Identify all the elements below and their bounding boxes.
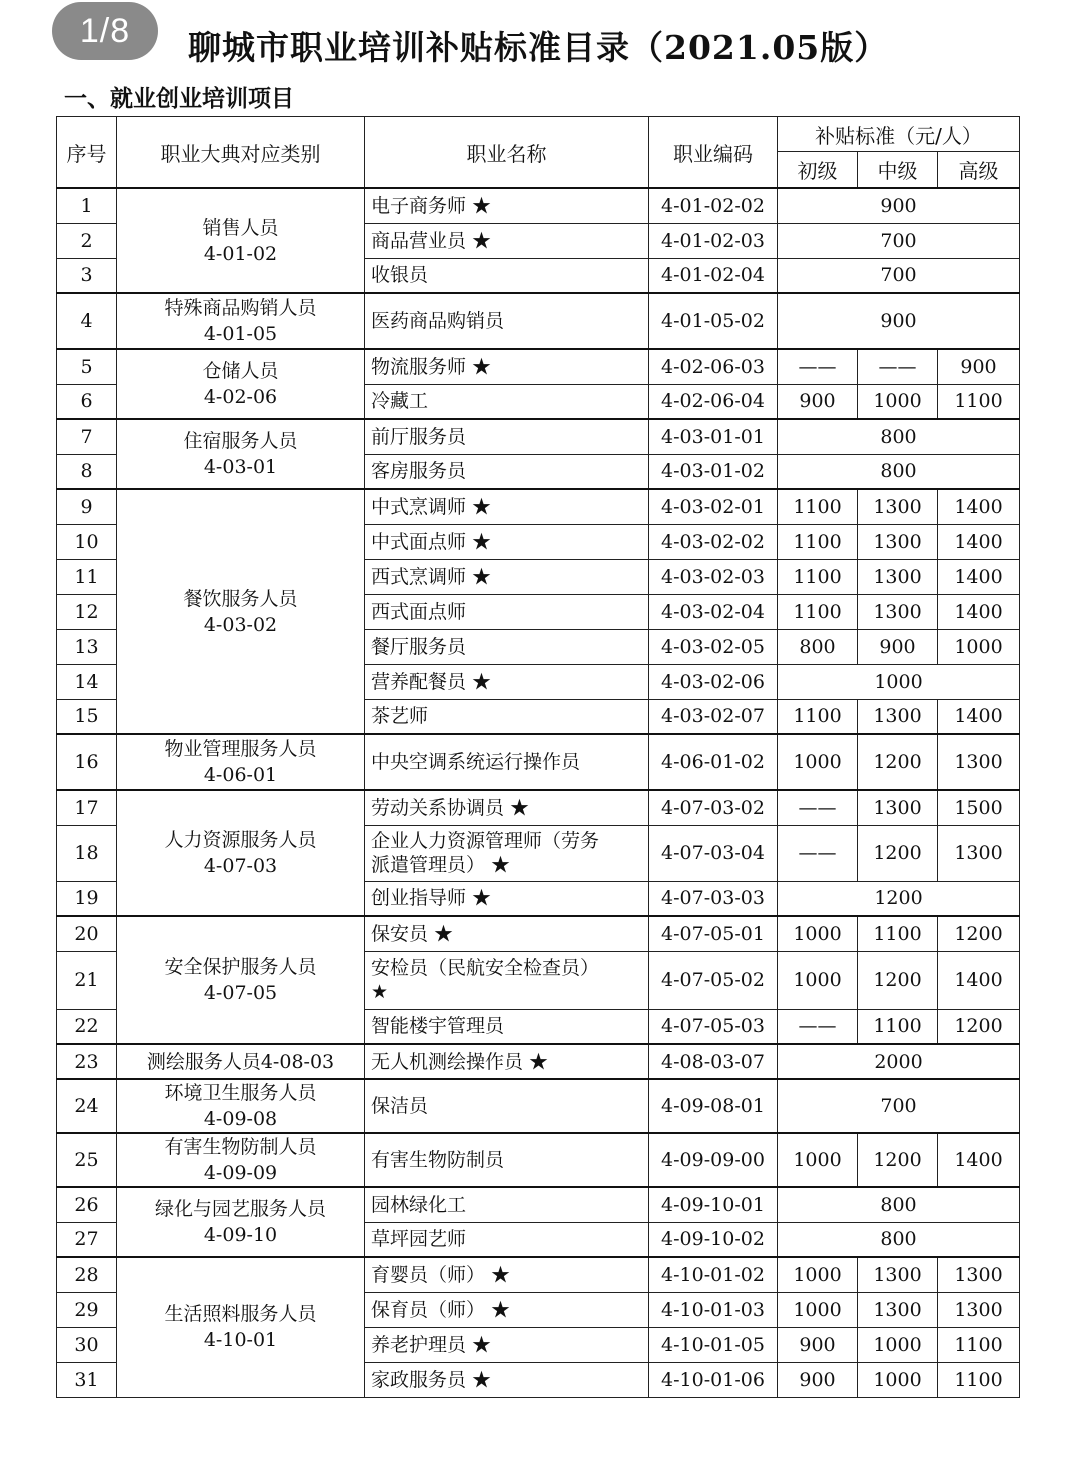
occupation-name (365, 1133, 649, 1187)
occupation-code: 4-10-01-02 (649, 1257, 778, 1292)
row-number: 4 (57, 293, 117, 349)
occupation-code: 4-08-03-07 (649, 1044, 778, 1079)
subsidy-value-all-levels: 800 (778, 1187, 1020, 1222)
subsidy-junior: 900 (778, 1362, 858, 1397)
subsidy-middle: 1200 (858, 951, 938, 1009)
occupation-name (365, 524, 649, 559)
occupation-code: 4-09-09-00 (649, 1133, 778, 1187)
occupation-name-line: 客房服务员 (371, 460, 467, 483)
category-line: 4-03-01 (203, 456, 278, 478)
occupation-name-line: 收银员 (371, 264, 429, 287)
row-number: 1 (57, 188, 117, 223)
occupation-code: 4-01-02-02 (649, 188, 778, 223)
category-cell (117, 790, 365, 916)
subsidy-middle: 1100 (858, 1009, 938, 1044)
occupation-name (365, 1222, 649, 1257)
occupation-name (365, 384, 649, 419)
category-cell (117, 734, 365, 790)
section-heading: 一、就业创业培训项目 (64, 86, 294, 112)
occupation-code: 4-10-01-06 (649, 1362, 778, 1397)
occupation-name (365, 1079, 649, 1133)
occupation-code: 4-10-01-05 (649, 1327, 778, 1362)
row-number: 3 (57, 258, 117, 293)
header-no: 序号 (57, 117, 117, 189)
subsidy-middle: 1000 (858, 1327, 938, 1362)
subsidy-middle: 1300 (858, 699, 938, 734)
occupation-name (365, 951, 649, 1009)
table-row (57, 1079, 1020, 1133)
subsidy-value-all-levels: 900 (778, 188, 1020, 223)
table-body (57, 188, 1020, 1397)
subsidy-senior: 1100 (938, 1327, 1020, 1362)
subsidy-middle: 900 (858, 629, 938, 664)
subsidy-value-all-levels: 700 (778, 223, 1020, 258)
category-line: 测绘服务人员4-08-03 (146, 1050, 335, 1073)
subsidy-value-all-levels: 800 (778, 1222, 1020, 1257)
occupation-name (365, 1362, 649, 1397)
occupation-code: 4-03-01-02 (649, 454, 778, 489)
row-number: 21 (57, 951, 117, 1009)
row-number: 11 (57, 559, 117, 594)
occupation-code: 4-07-03-03 (649, 881, 778, 916)
category-line: 餐饮服务人员 (183, 587, 298, 610)
category-line: 4-06-01 (203, 764, 278, 786)
row-number: 16 (57, 734, 117, 790)
category-line: 安全保护服务人员 (164, 956, 317, 978)
category-line: 4-09-09 (203, 1162, 278, 1184)
row-number: 31 (57, 1362, 117, 1397)
occupation-code: 4-09-10-02 (649, 1222, 778, 1257)
occupation-code: 4-01-02-03 (649, 223, 778, 258)
occupation-code: 4-09-10-01 (649, 1187, 778, 1222)
category-cell (117, 1257, 365, 1397)
subsidy-middle: 1300 (858, 489, 938, 524)
occupation-name (365, 559, 649, 594)
category-line: 人力资源服务人员 (164, 829, 317, 851)
occupation-name-line: 医药商品购销员 (371, 310, 505, 332)
category-cell (117, 489, 365, 734)
category-line: 环境卫生服务人员 (164, 1082, 317, 1104)
header-code: 职业编码 (649, 117, 778, 189)
row-number: 10 (57, 524, 117, 559)
occupation-name-line: 餐厅服务员 (371, 635, 467, 658)
occupation-name-line: 保育员（师） ★ (371, 1298, 511, 1321)
subsidy-junior: —— (778, 349, 858, 384)
occupation-name-line: 创业指导师 ★ (371, 887, 492, 910)
occupation-code: 4-01-05-02 (649, 293, 778, 349)
category-line: 4-07-05 (203, 982, 278, 1004)
subsidy-junior: —— (778, 1009, 858, 1044)
category-line: 4-03-02 (203, 613, 278, 636)
subsidy-middle: —— (858, 349, 938, 384)
row-number: 17 (57, 790, 117, 825)
category-line: 4-01-02 (203, 242, 278, 265)
subsidy-junior: 1100 (778, 699, 858, 734)
category-line: 4-10-01 (203, 1329, 278, 1352)
occupation-name-line: 西式面点师 (371, 600, 467, 623)
subsidy-junior: —— (778, 825, 858, 881)
document-title: 聊城市职业培训补贴标准目录（2021.05版） (188, 28, 889, 67)
row-number: 13 (57, 629, 117, 664)
table-row (57, 349, 1020, 384)
occupation-name (365, 1327, 649, 1362)
subsidy-senior: 1300 (938, 734, 1020, 790)
occupation-name (365, 734, 649, 790)
subsidy-middle: 1000 (858, 1362, 938, 1397)
subsidy-value-all-levels: 1200 (778, 881, 1020, 916)
occupation-name-line: 派遣管理员） ★ (371, 854, 511, 876)
occupation-name (365, 699, 649, 734)
row-number: 9 (57, 489, 117, 524)
row-number: 8 (57, 454, 117, 489)
category-line: 绿化与园艺服务人员 (154, 1198, 326, 1220)
occupation-name-line: 西式烹调师 ★ (371, 565, 492, 588)
occupation-code: 4-07-05-03 (649, 1009, 778, 1044)
category-cell (117, 293, 365, 349)
occupation-name-line: 中式烹调师 ★ (371, 495, 492, 518)
row-number: 30 (57, 1327, 117, 1362)
category-cell (117, 1133, 365, 1187)
occupation-code: 4-07-03-02 (649, 790, 778, 825)
category-line: 4-09-10 (203, 1224, 278, 1246)
subsidy-senior: 1500 (938, 790, 1020, 825)
row-number: 19 (57, 881, 117, 916)
subsidy-junior: 1000 (778, 1257, 858, 1292)
subsidy-junior: 1100 (778, 489, 858, 524)
category-line: 物业管理服务人员 (164, 738, 317, 760)
category-cell (117, 1079, 365, 1133)
occupation-name (365, 881, 649, 916)
occupation-name-line: 安检员（民航安全检查员） (371, 957, 600, 979)
row-number: 6 (57, 384, 117, 419)
occupation-code: 4-03-02-04 (649, 594, 778, 629)
subsidy-middle: 1100 (858, 916, 938, 951)
occupation-name-line: 园林绿化工 (371, 1193, 467, 1216)
table-row (57, 734, 1020, 790)
occupation-name-line: 中式面点师 ★ (371, 530, 492, 553)
category-line: 生活照料服务人员 (164, 1303, 317, 1326)
header-senior: 高级 (938, 152, 1020, 188)
table-row (57, 293, 1020, 349)
category-cell (117, 916, 365, 1044)
subsidy-junior: 1100 (778, 524, 858, 559)
subsidy-value-all-levels: 700 (778, 258, 1020, 293)
occupation-code: 4-03-02-06 (649, 664, 778, 699)
occupation-name (365, 1009, 649, 1044)
subsidy-junior: 1000 (778, 916, 858, 951)
subsidy-senior: 1400 (938, 699, 1020, 734)
occupation-name-line: 企业人力资源管理师（劳务 (371, 830, 600, 852)
subsidy-senior: 1400 (938, 524, 1020, 559)
subsidy-senior: 1400 (938, 1133, 1020, 1187)
occupation-name-line: 茶艺师 (371, 705, 429, 728)
category-line: 仓储人员 (202, 360, 279, 382)
table-header (57, 117, 1020, 189)
occupation-name-line: 育婴员（师） ★ (371, 1263, 511, 1286)
subsidy-table (56, 116, 1020, 1398)
occupation-name (365, 1044, 649, 1079)
category-cell (117, 1044, 365, 1079)
category-line: 有害生物防制人员 (164, 1136, 317, 1158)
occupation-code: 4-03-02-07 (649, 699, 778, 734)
subsidy-junior: 1000 (778, 1133, 858, 1187)
subsidy-middle: 1300 (858, 559, 938, 594)
category-line: 4-09-08 (203, 1108, 278, 1130)
row-number: 26 (57, 1187, 117, 1222)
occupation-name (365, 293, 649, 349)
occupation-name (365, 419, 649, 454)
subsidy-junior: 800 (778, 629, 858, 664)
row-number: 25 (57, 1133, 117, 1187)
row-number: 28 (57, 1257, 117, 1292)
category-line: 4-02-06 (203, 386, 278, 408)
subsidy-senior: 1300 (938, 1257, 1020, 1292)
subsidy-value-all-levels: 2000 (778, 1044, 1020, 1079)
subsidy-senior: 1100 (938, 384, 1020, 419)
subsidy-senior: 1300 (938, 825, 1020, 881)
subsidy-senior: 1200 (938, 916, 1020, 951)
table-row (57, 1133, 1020, 1187)
occupation-code: 4-01-02-04 (649, 258, 778, 293)
category-line: 销售人员 (202, 216, 279, 239)
occupation-code: 4-07-03-04 (649, 825, 778, 881)
occupation-name (365, 223, 649, 258)
subsidy-senior: 1400 (938, 951, 1020, 1009)
subsidy-middle: 1200 (858, 734, 938, 790)
row-number: 29 (57, 1292, 117, 1327)
subsidy-junior: 1000 (778, 734, 858, 790)
subsidy-senior: 1100 (938, 1362, 1020, 1397)
subsidy-senior: 1400 (938, 594, 1020, 629)
occupation-name-line: 养老护理员 ★ (371, 1333, 492, 1356)
table-row (57, 419, 1020, 454)
subsidy-junior: 900 (778, 1327, 858, 1362)
category-cell (117, 419, 365, 489)
occupation-name-line: 草坪园艺师 (371, 1228, 467, 1251)
occupation-code: 4-03-02-05 (649, 629, 778, 664)
subsidy-junior: 1100 (778, 594, 858, 629)
occupation-name-line: 中央空调系统运行操作员 (371, 751, 581, 773)
occupation-name (365, 594, 649, 629)
occupation-name-line: 物流服务师 ★ (371, 355, 492, 378)
category-line: 4-07-03 (203, 855, 278, 877)
category-cell (117, 1187, 365, 1257)
subsidy-middle: 1200 (858, 1133, 938, 1187)
table-row (57, 489, 1020, 524)
occupation-name (365, 188, 649, 223)
subsidy-junior: —— (778, 790, 858, 825)
row-number: 27 (57, 1222, 117, 1257)
occupation-code: 4-06-01-02 (649, 734, 778, 790)
subsidy-middle: 1300 (858, 1257, 938, 1292)
subsidy-value-all-levels: 700 (778, 1079, 1020, 1133)
subsidy-middle: 1300 (858, 790, 938, 825)
occupation-code: 4-03-02-01 (649, 489, 778, 524)
row-number: 18 (57, 825, 117, 881)
subsidy-value-all-levels: 1000 (778, 664, 1020, 699)
occupation-name (365, 349, 649, 384)
subsidy-middle: 1200 (858, 825, 938, 881)
occupation-name-line: ★ (371, 981, 389, 1003)
occupation-name (365, 916, 649, 951)
category-line: 4-01-05 (203, 323, 278, 345)
row-number: 12 (57, 594, 117, 629)
row-number: 15 (57, 699, 117, 734)
header-category: 职业大典对应类别 (117, 117, 365, 189)
category-line: 特殊商品购销人员 (164, 297, 317, 319)
row-number: 14 (57, 664, 117, 699)
occupation-code: 4-09-08-01 (649, 1079, 778, 1133)
occupation-name (365, 790, 649, 825)
subsidy-senior: 1200 (938, 1009, 1020, 1044)
row-number: 5 (57, 349, 117, 384)
table-row (57, 1257, 1020, 1292)
occupation-name (365, 258, 649, 293)
page-indicator: 1/8 (52, 2, 158, 60)
occupation-code: 4-07-05-02 (649, 951, 778, 1009)
category-line: 住宿服务人员 (183, 430, 298, 452)
occupation-name (365, 629, 649, 664)
table-row (57, 1044, 1020, 1079)
subsidy-middle: 1300 (858, 524, 938, 559)
category-cell (117, 188, 365, 293)
occupation-code: 4-03-01-01 (649, 419, 778, 454)
header-name: 职业名称 (365, 117, 649, 189)
subsidy-middle: 1300 (858, 1292, 938, 1327)
category-cell (117, 349, 365, 419)
subsidy-senior: 900 (938, 349, 1020, 384)
subsidy-senior: 1000 (938, 629, 1020, 664)
row-number: 22 (57, 1009, 117, 1044)
header-junior: 初级 (778, 152, 858, 188)
subsidy-middle: 1000 (858, 384, 938, 419)
table-row (57, 1187, 1020, 1222)
occupation-name-line: 商品营业员 ★ (371, 229, 492, 252)
occupation-code: 4-03-02-02 (649, 524, 778, 559)
subsidy-junior: 1000 (778, 951, 858, 1009)
subsidy-junior: 900 (778, 384, 858, 419)
occupation-code: 4-03-02-03 (649, 559, 778, 594)
occupation-code: 4-02-06-03 (649, 349, 778, 384)
row-number: 2 (57, 223, 117, 258)
occupation-name-line: 劳动关系协调员 ★ (371, 796, 530, 819)
occupation-code: 4-07-05-01 (649, 916, 778, 951)
subsidy-value-all-levels: 900 (778, 293, 1020, 349)
header-middle: 中级 (858, 152, 938, 188)
occupation-name-line: 保洁员 (371, 1095, 429, 1117)
occupation-name-line: 有害生物防制员 (371, 1149, 505, 1171)
occupation-name-line: 无人机测绘操作员 ★ (371, 1050, 549, 1073)
occupation-name (365, 489, 649, 524)
occupation-name-line: 智能楼宇管理员 (371, 1015, 505, 1038)
table-row (57, 790, 1020, 825)
row-number: 7 (57, 419, 117, 454)
occupation-name-line: 电子商务师 ★ (371, 194, 492, 217)
header-subsidy: 补贴标准（元/人） (778, 117, 1020, 152)
subsidy-senior: 1400 (938, 489, 1020, 524)
occupation-name-line: 冷藏工 (371, 390, 429, 413)
occupation-name-line: 营养配餐员 ★ (371, 670, 492, 693)
occupation-name-line: 保安员 ★ (371, 922, 454, 945)
row-number: 24 (57, 1079, 117, 1133)
occupation-name (365, 664, 649, 699)
occupation-code: 4-10-01-03 (649, 1292, 778, 1327)
subsidy-senior: 1400 (938, 559, 1020, 594)
occupation-code: 4-02-06-04 (649, 384, 778, 419)
occupation-name-line: 前厅服务员 (371, 425, 467, 448)
subsidy-senior: 1300 (938, 1292, 1020, 1327)
subsidy-value-all-levels: 800 (778, 419, 1020, 454)
table-row (57, 916, 1020, 951)
occupation-name (365, 1257, 649, 1292)
row-number: 23 (57, 1044, 117, 1079)
subsidy-junior: 1000 (778, 1292, 858, 1327)
occupation-name (365, 825, 649, 881)
table-row (57, 188, 1020, 223)
occupation-name (365, 1292, 649, 1327)
occupation-name (365, 1187, 649, 1222)
occupation-name (365, 454, 649, 489)
subsidy-middle: 1300 (858, 594, 938, 629)
subsidy-junior: 1100 (778, 559, 858, 594)
row-number: 20 (57, 916, 117, 951)
subsidy-value-all-levels: 800 (778, 454, 1020, 489)
occupation-name-line: 家政服务员 ★ (371, 1368, 492, 1391)
